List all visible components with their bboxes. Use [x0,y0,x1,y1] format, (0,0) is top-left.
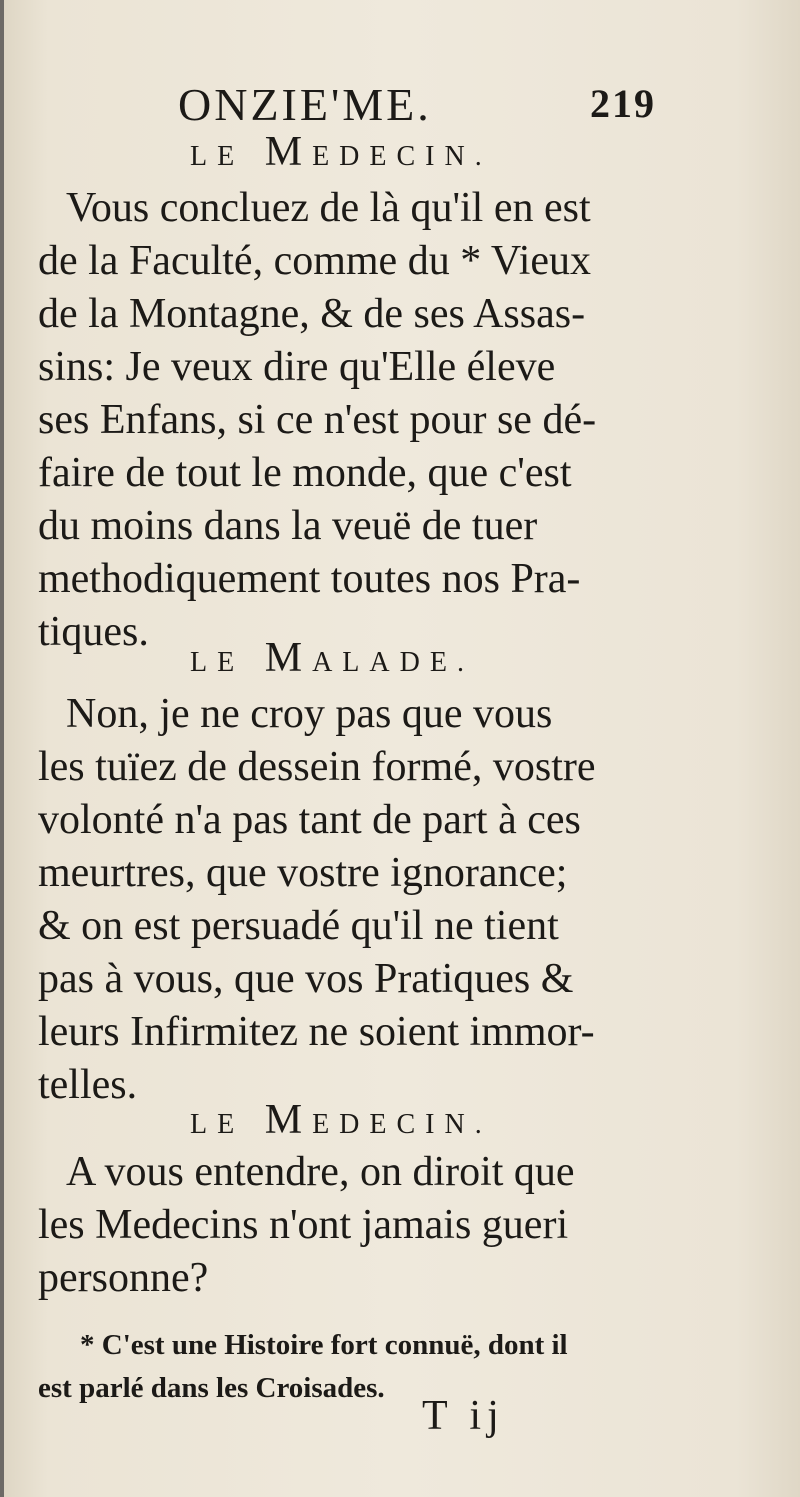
text-line: A vous entendre, on diroit que [66,1149,575,1195]
text-line: Vous concluez de là qu'il en est [66,185,591,231]
running-title: ONZIE'ME. [178,79,432,130]
text-line: ses Enfans, si ce n'est pour se dé- [38,397,597,443]
speech-block [38,182,678,659]
speech-block [38,688,678,1112]
text-line: faire de tout le monde, que c'est [38,450,572,496]
speaker-heading: LE MALADE. [190,635,474,681]
text-line: les Medecins n'ont jamais gueri [38,1202,569,1248]
text-line: pas à vous, que vos Pratiques & [38,956,574,1002]
speaker-heading: LE MEDECIN. [190,129,492,175]
text-line: leurs Infirmitez ne soient immor- [38,1009,595,1055]
footnote [38,1324,678,1410]
speaker-heading: LE MEDECIN. [190,1097,492,1143]
page-header [0,72,800,136]
text-line: du moins dans la veuë de tuer [38,503,538,549]
page-number: 219 [590,81,656,126]
text-line: meurtres, que vostre ignorance; [38,850,568,896]
footnote-line: * C'est une Histoire fort connuë, dont il [80,1329,568,1361]
signature-mark: T ij [422,1393,505,1439]
text-line: de la Montagne, & de ses Assas- [38,291,586,337]
footnote-line: est parlé dans les Croisades. [38,1372,385,1404]
speech-block [38,1146,678,1305]
text-line: methodiquement toutes nos Pra- [38,556,581,602]
text-line: sins: Je veux dire qu'Elle éleve [38,344,556,390]
text-line: Non, je ne croy pas que vous [66,691,553,737]
page-binding-edge [0,0,4,1497]
text-line: de la Faculté, comme du * Vieux [38,238,592,284]
text-line: telles. [38,1062,138,1108]
text-line: volonté n'a pas tant de part à ces [38,797,581,843]
text-line: tiques. [38,609,149,655]
text-line: personne? [38,1255,209,1301]
text-line: les tuïez de dessein formé, vostre [38,744,596,790]
text-line: & on est persuadé qu'il ne tient [38,903,559,949]
